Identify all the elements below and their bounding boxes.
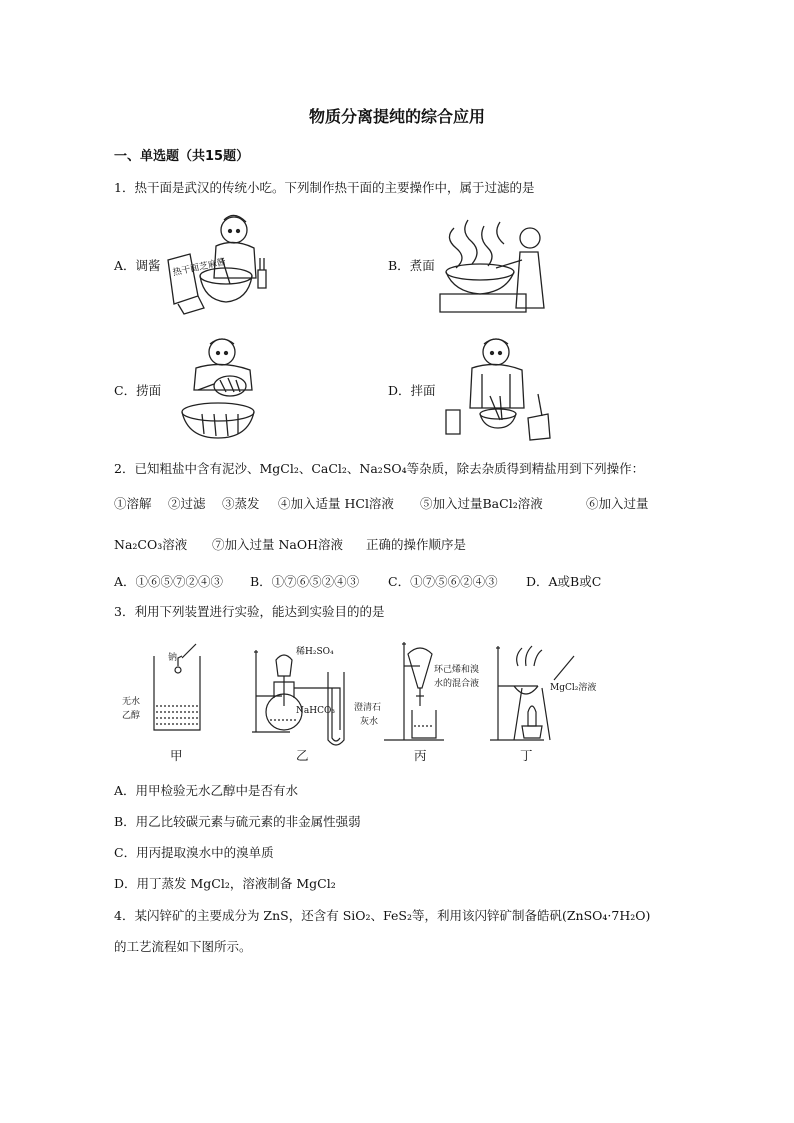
- q2-option-d[interactable]: D．A或B或C: [526, 574, 602, 589]
- q2-op-6-cont: Na₂CO₃溶液: [114, 537, 188, 552]
- q2-option-b[interactable]: B．①⑦⑥⑤②④③: [250, 574, 360, 589]
- q2-op-5: ⑤加入过量BaCl₂溶液: [420, 496, 543, 511]
- label-mixture-2: 水的混合液: [434, 679, 480, 689]
- label-limewater-2: 灰水: [360, 717, 379, 727]
- q3-option-c[interactable]: C．用丙提取溴水中的溴单质: [114, 845, 274, 860]
- q1-sauce-bag-label: 热干面芝麻酱: [171, 257, 227, 279]
- q2-op-6: ⑥加入过量: [586, 496, 649, 511]
- label-bicarbonate: NaHCO₃: [296, 706, 335, 716]
- label-mgcl2-solution: MgCl₂溶液: [550, 683, 597, 693]
- page-title: 物质分离提纯的综合应用: [308, 107, 485, 126]
- q2-option-c[interactable]: C．①⑦⑤⑥②④③: [388, 574, 498, 589]
- label-limewater-1: 澄清石: [354, 703, 382, 713]
- q2-op-4: ④加入适量 HCl溶液: [278, 496, 394, 511]
- apparatus-bing: [384, 642, 444, 740]
- q3-apparatus-diagram: [114, 636, 654, 766]
- q1-option-b[interactable]: B．煮面: [388, 258, 435, 273]
- q2-op-1: ①溶解: [114, 496, 152, 511]
- q3-stem: 3．利用下列装置进行实验，能达到实验目的的是: [114, 604, 385, 619]
- q1-option-c[interactable]: C．捞面: [114, 383, 162, 398]
- q3-option-d[interactable]: D．用丁蒸发 MgCl₂，溶液制备 MgCl₂: [114, 876, 336, 891]
- label-dilute-acid: 稀H₂SO₄: [296, 647, 334, 657]
- q2-question: 正确的操作顺序是: [366, 537, 467, 552]
- apparatus-ding: [490, 646, 574, 740]
- caption-jia: 甲: [170, 748, 183, 763]
- caption-ding: 丁: [520, 748, 533, 763]
- q2-op-7: ⑦加入过量 NaOH溶液: [212, 537, 344, 552]
- q1-illustration-boiling-noodles: [434, 208, 550, 318]
- section-heading: 一、单选题（共15题）: [114, 149, 250, 164]
- q1-stem: 1．热干面是武汉的传统小吃。下列制作热干面的主要操作中，属于过滤的是: [114, 180, 535, 195]
- caption-bing: 丙: [414, 748, 427, 763]
- q2-stem: 2．已知粗盐中含有泥沙、MgCl₂、CaCl₂、Na₂SO₄等杂质，除去杂质得到精盐用到下列操作：: [114, 461, 645, 476]
- q3-option-a[interactable]: A．用甲检验无水乙醇中是否有水: [114, 783, 299, 798]
- label-anhydrous-2: 乙醇: [122, 711, 141, 721]
- label-sodium: 钠: [168, 653, 178, 663]
- q1-illustration-stirring-noodles: [442, 334, 552, 444]
- q2-op-2: ②过滤: [168, 496, 206, 511]
- q3-option-b[interactable]: B．用乙比较碳元素与硫元素的非金属性强弱: [114, 814, 361, 829]
- q4-stem-line1: 4．某闪锌矿的主要成分为 ZnS，还含有 SiO₂、FeS₂等，利用该闪锌矿制备皓矾(ZnSO₄·7H₂O): [114, 908, 651, 923]
- q1-option-a[interactable]: A．调酱: [114, 258, 161, 273]
- apparatus-yi: [252, 650, 344, 745]
- q2-op-3: ③蒸发: [222, 496, 260, 511]
- q1-illustration-scooping-noodles: [168, 334, 276, 442]
- label-mixture-1: 环己烯和溴: [434, 665, 480, 675]
- q4-stem-line2: 的工艺流程如下图所示。: [114, 939, 252, 954]
- q1-option-d[interactable]: D．拌面: [388, 383, 436, 398]
- caption-yi: 乙: [296, 748, 309, 763]
- label-anhydrous-1: 无水: [122, 697, 141, 707]
- q2-option-a[interactable]: A．①⑥⑤⑦②④③: [114, 574, 224, 589]
